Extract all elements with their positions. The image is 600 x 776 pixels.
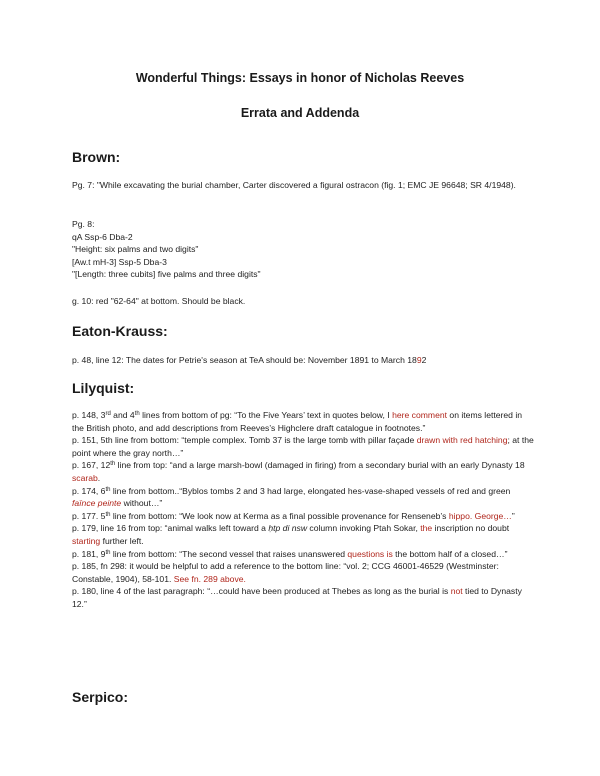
superscript: th xyxy=(110,461,116,468)
correction-text: drawn with red hatching xyxy=(416,435,508,446)
entry-text: inscription no doubt xyxy=(432,523,510,534)
document-title: Wonderful Things: Essays in honor of Nicholas Reeves xyxy=(135,71,465,85)
correction-text: scarab xyxy=(72,472,98,483)
brown-entry-pg7: Pg. 7: "While excavating the burial chamber, Carter discovered a figural ostracon (fig. 1; EMC JE 96648; SR 4/1948). xyxy=(72,180,516,190)
entry-text: p. 151, 5th line from bottom: “temple complex. Tomb 37 is the large tomb with pillar façade xyxy=(72,435,417,446)
entry-text: p. 48, line 12: The dates for Petrie's season at TeA should be: November 1891 to March 18 xyxy=(72,355,417,365)
entry-text: lines from bottom of pg: “To the Five Years’ text in quotes below, I xyxy=(139,410,393,420)
brown-pg8-line: "Height: six palms and two digits" xyxy=(72,244,199,255)
correction-text: not xyxy=(450,586,463,597)
entry-text: line from bottom..“Byblos tombs 2 and 3 had large, elongated hes-vase-shaped vessels of red and green xyxy=(110,485,511,496)
lilyquist-entry-p179 xyxy=(72,522,534,547)
superscript: th xyxy=(134,411,140,417)
lilyquist-entry-p151 xyxy=(72,434,534,459)
correction-text: questions is xyxy=(347,548,393,559)
entry-text: on items lettered in the British photo, and add descriptions from Reeves’s Highclere draft catalogue in footnotes.” xyxy=(72,410,523,433)
section-heading-eaton-krauss: Eaton-Krauss: xyxy=(72,323,168,339)
entry-text: p. 181, 9 xyxy=(72,548,106,559)
lilyquist-entry-p180 xyxy=(72,585,534,610)
lilyquist-entry-p177 xyxy=(72,510,534,523)
section-heading-serpico: Serpico: xyxy=(72,689,129,705)
lilyquist-entry xyxy=(72,409,534,611)
brown-pg8-line: [Aw.t mH-3] Ssp-5 Dba-3 xyxy=(72,256,167,267)
lilyquist-entry-p167 xyxy=(72,459,534,484)
entry-text: . xyxy=(97,472,101,483)
entry-text: ” xyxy=(511,510,515,521)
entry-text: further left. xyxy=(100,535,144,546)
entry-text: column invoking Ptah Sokar, xyxy=(307,523,421,534)
correction-text: the xyxy=(420,523,433,534)
entry-text: p. 174, 6 xyxy=(72,485,106,496)
entry-text: p. 167, 12 xyxy=(72,460,111,471)
entry-text: ; at the point where the gray north…” xyxy=(72,435,534,458)
lilyquist-entry-p181 xyxy=(72,548,534,561)
brown-pg8-line: qA Ssp-6 Dba-2 xyxy=(72,231,133,242)
superscript: th xyxy=(105,486,111,493)
correction-text: 9 xyxy=(416,355,422,365)
eaton-krauss-entry xyxy=(72,354,534,367)
entry-text: tied to Dynasty 12.” xyxy=(72,586,522,609)
lilyquist-entry-p148 xyxy=(72,409,534,434)
superscript: th xyxy=(105,549,111,556)
correction-text: starting xyxy=(72,535,101,546)
entry-text: p. 180, line 4 of the last paragraph: “…could have been produced at Thebes as long as the burial is xyxy=(72,586,451,597)
entry-text: p. 179, line 16 from top: “animal walks left toward a xyxy=(72,523,269,534)
entry-text: line from bottom: “The second vessel that raises unanswered xyxy=(110,548,348,559)
entry-text: the bottom half of a closed…” xyxy=(392,548,508,559)
brown-pg8-line: "[Length: three cubits] five palms and three digits" xyxy=(72,269,261,280)
correction-text: hippo. George… xyxy=(448,510,512,521)
entry-text: and 4 xyxy=(110,410,135,420)
entry-text: p. 148, 3 xyxy=(72,410,106,420)
entry-text: without…” xyxy=(121,498,163,509)
italic-text: ḥtp di nsw xyxy=(268,523,308,534)
document-subtitle: Errata and Addenda xyxy=(240,106,360,120)
entry-text: 2 xyxy=(421,355,427,365)
lilyquist-entry-p174 xyxy=(72,485,534,510)
section-heading-brown: Brown: xyxy=(72,149,121,165)
section-heading-lilyquist: Lilyquist: xyxy=(72,380,135,396)
entry-text: p. 177. 5 xyxy=(72,510,106,521)
brown-entry-pg10: g. 10: red "62-64" at bottom. Should be black. xyxy=(72,296,246,306)
entry-text: line from bottom: “We look now at Kerma as a final possible provenance for Renseneb’s xyxy=(110,510,449,521)
correction-text: here comment xyxy=(392,410,448,420)
entry-text: line from top: “and a large marsh-bowl (damaged in firing) from a secondary burial with an early Dynasty 18 xyxy=(115,460,525,471)
correction-text: See fn. 289 above. xyxy=(173,573,246,584)
superscript: rd xyxy=(105,411,111,417)
brown-entry-pg8 xyxy=(72,218,534,281)
entry-text: p. 185, fn 298: it would be helpful to add a reference to the bottom line: “vol. 2; CCG 46001-46529 (Westminster: Constable, 1904), 58-101. xyxy=(72,561,499,584)
superscript: th xyxy=(105,511,111,518)
brown-pg8-label: Pg. 8: xyxy=(72,219,95,229)
lilyquist-entry-p185 xyxy=(72,560,534,585)
correction-text: faïnce peinte xyxy=(72,498,122,509)
